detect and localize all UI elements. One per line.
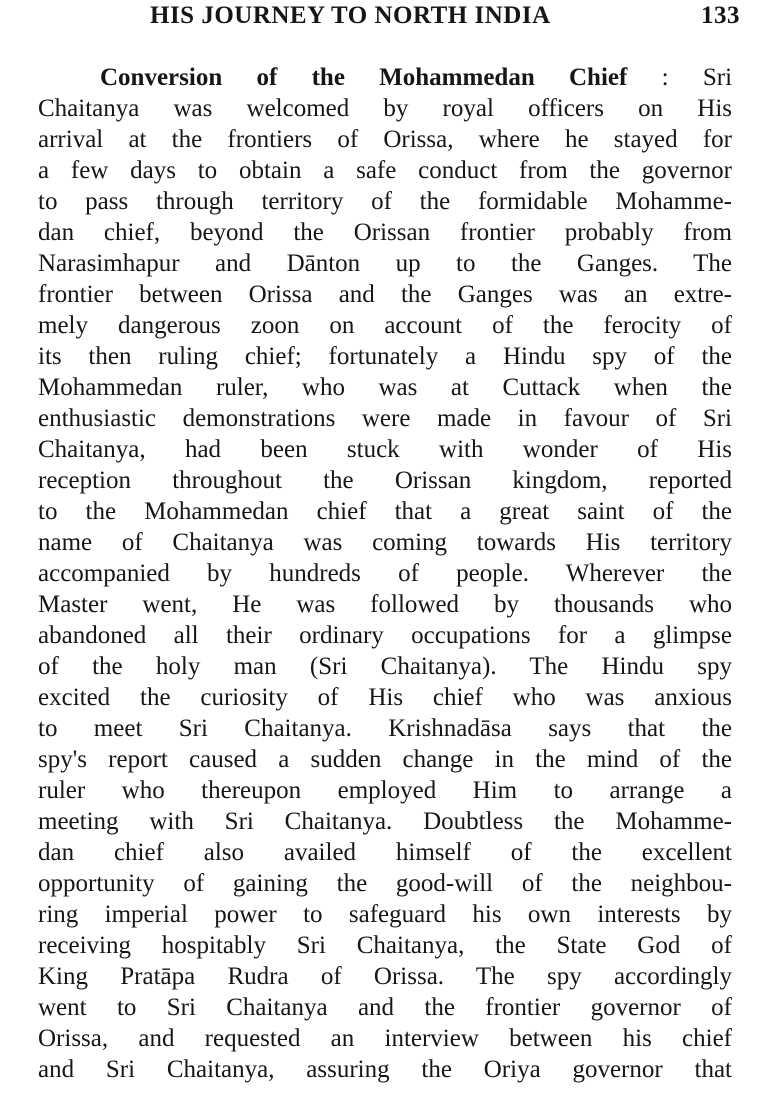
text-line: Chaitanya, had been stuck with wonder of His	[38, 436, 732, 463]
text-line: and Sri Chaitanya, assuring the Oriya governor that	[38, 1056, 732, 1083]
text-line: its then ruling chief; fortunately a Hindu spy of the	[38, 343, 732, 370]
text-line: a few days to obtain a safe conduct from the governor	[38, 157, 732, 184]
text-line: ruler who thereupon employed Him to arrange a	[38, 777, 732, 804]
page-number: 133	[701, 2, 740, 29]
text-line: spy's report caused a sudden change in the mind of the	[38, 746, 732, 773]
text-line: Mohammedan ruler, who was at Cuttack when the	[38, 374, 732, 401]
text-line: King Pratāpa Rudra of Orissa. The spy accordingly	[38, 963, 732, 990]
running-header	[150, 2, 740, 32]
text-line: to the Mohammedan chief that a great saint of the	[38, 498, 732, 525]
text-line: excited the curiosity of His chief who was anxious	[38, 684, 732, 711]
text-line: enthusiastic demonstrations were made in favour of Sri	[38, 405, 732, 432]
text-line: to meet Sri Chaitanya. Krishnadāsa says that the	[38, 715, 732, 742]
text-line: Master went, He was followed by thousands who	[38, 591, 732, 618]
text-line: ring imperial power to safeguard his own interests by	[38, 901, 732, 928]
text-line: frontier between Orissa and the Ganges was an extre-	[38, 281, 732, 308]
text-line: went to Sri Chaitanya and the frontier governor of	[38, 994, 732, 1021]
text-line: opportunity of gaining the good-will of the neighbou-	[38, 870, 732, 897]
text-line: Orissa, and requested an interview between his chief	[38, 1025, 732, 1052]
section-heading: Conversion of the Mohammedan Chief	[100, 64, 628, 91]
section-heading-rest: : Sri	[661, 64, 733, 91]
text-line: abandoned all their ordinary occupations for a glimpse	[38, 622, 732, 649]
text-line: Chaitanya was welcomed by royal officers on His	[38, 95, 732, 122]
text-line: meeting with Sri Chaitanya. Doubtless the Mohamme-	[38, 808, 732, 835]
text-line: arrival at the frontiers of Orissa, where he stayed for	[38, 126, 732, 153]
text-line: of the holy man (Sri Chaitanya). The Hindu spy	[38, 653, 732, 680]
text-line: receiving hospitably Sri Chaitanya, the State God of	[38, 932, 732, 959]
text-line: to pass through territory of the formidable Mohamme-	[38, 188, 732, 215]
text-line: mely dangerous zoon on account of the ferocity of	[38, 312, 732, 339]
text-line: dan chief also availed himself of the excellent	[38, 839, 732, 866]
paragraph-first-line	[100, 62, 732, 94]
text-line: reception throughout the Orissan kingdom, reported	[38, 467, 732, 494]
text-line: name of Chaitanya was coming towards His territory	[38, 529, 732, 556]
text-line: accompanied by hundreds of people. Wherever the	[38, 560, 732, 587]
text-line: Narasimhapur and Dānton up to the Ganges. The	[38, 250, 732, 277]
text-line: dan chief, beyond the Orissan frontier probably from	[38, 219, 732, 246]
running-title: HIS JOURNEY TO NORTH INDIA	[150, 2, 551, 29]
